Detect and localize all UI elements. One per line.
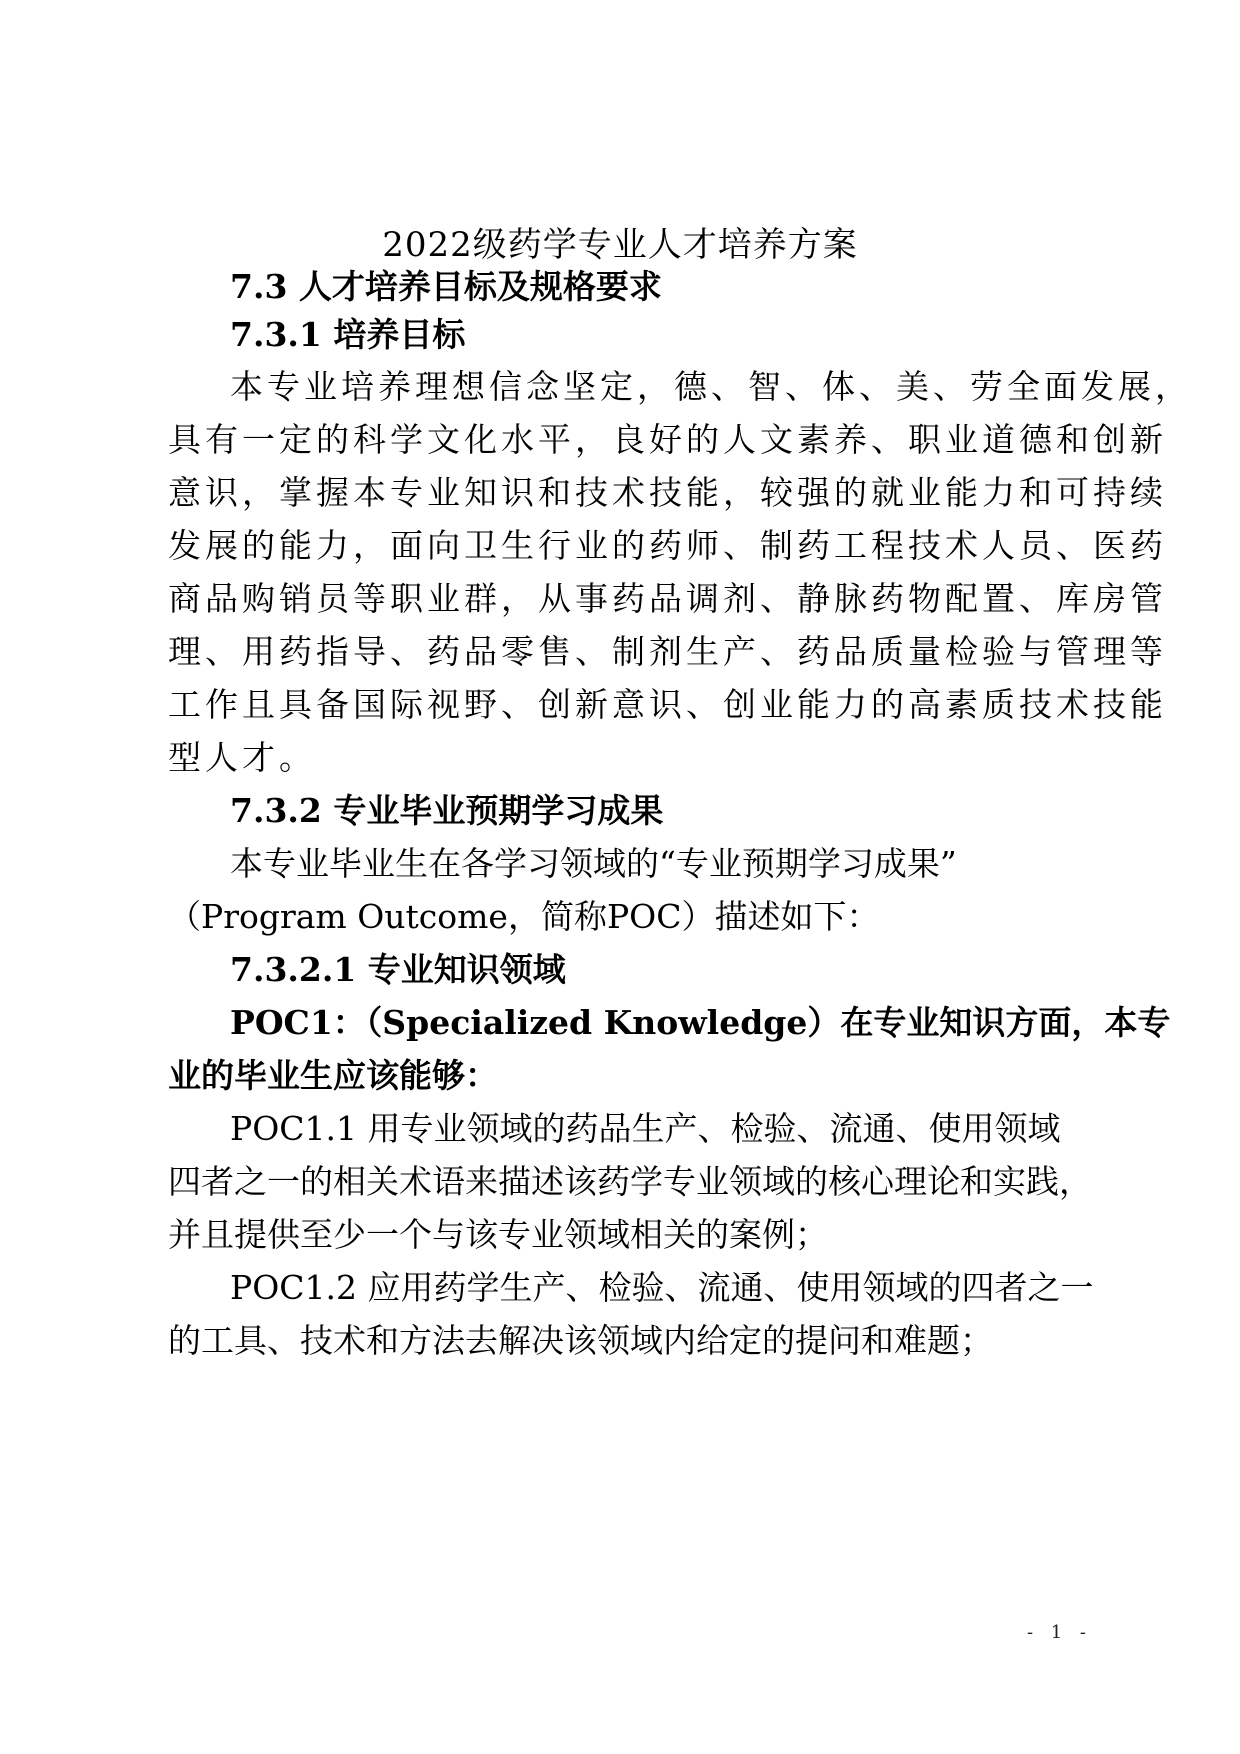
poc1-1-line: 并且提供至少一个与该专业领域相关的案例； — [168, 1215, 828, 1254]
objective-line: 本专业培养理想信念坚定，德、智、体、美、劳全面发展， — [230, 367, 1192, 406]
poc1-line: POC1：（Specialized Knowledge）在专业知识方面，本专 — [230, 1003, 1171, 1042]
page-number: - 1 - — [1026, 1622, 1092, 1643]
poc1-2-line: 的工具、技术和方法去解决该领域内给定的提问和难题； — [168, 1321, 993, 1360]
objective-line: 意识，掌握本专业知识和技术技能，较强的就业能力和可持续 — [168, 473, 1167, 512]
heading-7-3-2-1: 7.3.2.1 专业知识领域 — [230, 950, 566, 989]
page-title: 2022级药学专业人才培养方案 — [382, 225, 858, 265]
objective-line: 具有一定的科学文化水平，良好的人文素养、职业道德和创新 — [168, 420, 1167, 459]
objective-line: 商品购销员等职业群，从事药品调剂、静脉药物配置、库房管 — [168, 579, 1167, 618]
poc1-1-line: 四者之一的相关术语来描述该药学专业领域的核心理论和实践， — [168, 1162, 1092, 1201]
poc1-1-line: POC1.1 用专业领域的药品生产、检验、流通、使用领域 — [230, 1109, 1061, 1148]
poc-intro-line: 本专业毕业生在各学习领域的“专业预期学习成果” — [230, 844, 957, 883]
poc1-2-line: POC1.2 应用药学生产、检验、流通、使用领域的四者之一 — [230, 1268, 1094, 1307]
objective-line: 发展的能力，面向卫生行业的药师、制药工程技术人员、医药 — [168, 526, 1167, 565]
objective-line: 工作且具备国际视野、创新意识、创业能力的高素质技术技能 — [168, 685, 1167, 724]
poc-intro-line: （Program Outcome，简称POC）描述如下： — [168, 897, 880, 936]
heading-7-3-1: 7.3.1 培养目标 — [230, 315, 466, 354]
heading-7-3: 7.3 人才培养目标及规格要求 — [230, 267, 662, 306]
objective-line: 型人才。 — [168, 738, 316, 777]
heading-7-3-2: 7.3.2 专业毕业预期学习成果 — [230, 791, 664, 830]
poc1-line: 业的毕业生应该能够： — [168, 1056, 498, 1095]
objective-line: 理、用药指导、药品零售、制剂生产、药品质量检验与管理等 — [168, 632, 1167, 671]
